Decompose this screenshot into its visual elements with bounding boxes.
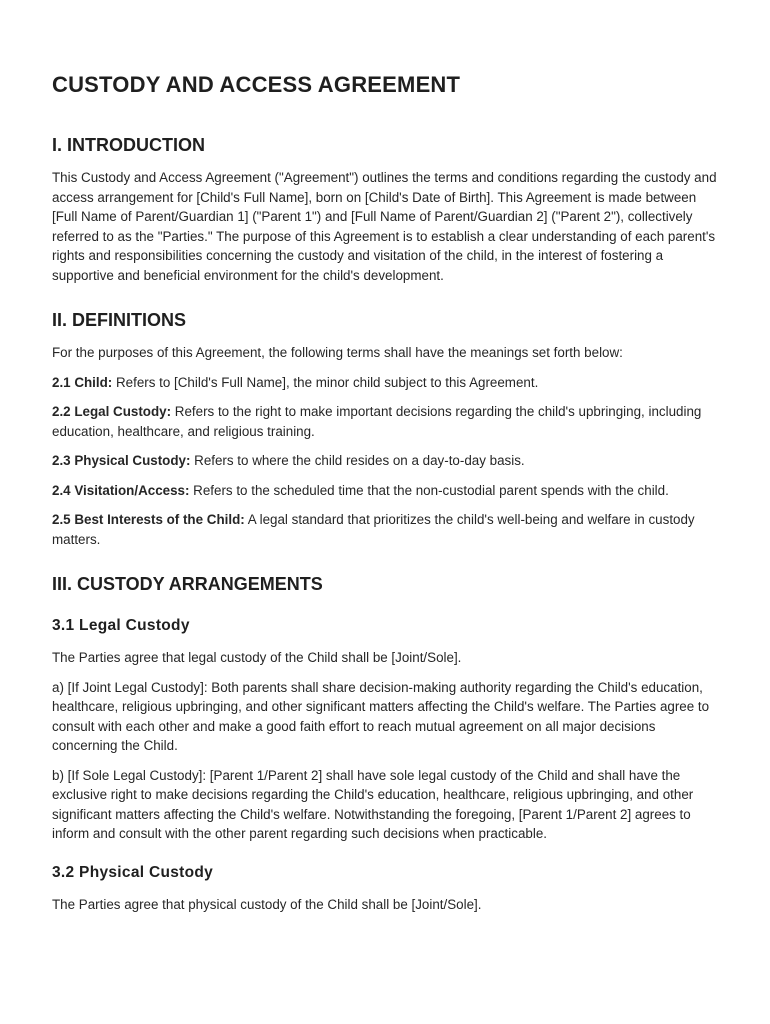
introduction-paragraph: This Custody and Access Agreement ("Agreement") outlines the terms and conditions regarding the custody and access arrangement for [Child's Full Name], born on [Child's Date of Birth]. This Agreement is made between [Full Name of Parent/Guardian 1] ("Parent 1") and [Full Name of Parent/Guardian 2] ("Parent 2"), collectively referred to as the "Parties." The purpose of this Agreement is to establish a clear understanding of each parent's rights and responsibilities concerning the custody and visitation of the child, in the interest of fostering a supportive and beneficial environment for the child's development. bbox=[52, 170, 717, 283]
definition-item bbox=[52, 451, 724, 471]
document-body bbox=[52, 68, 724, 924]
definitions-lead: For the purposes of this Agreement, the following terms shall have the meanings set forth below: bbox=[52, 345, 623, 360]
definition-term: 2.4 Visitation/Access: bbox=[52, 482, 190, 498]
definition-text: A legal standard that prioritizes the child's well-being and welfare in custody matters. bbox=[52, 512, 695, 547]
definition-term: 2.3 Physical Custody: bbox=[52, 453, 191, 468]
physical-custody-lead: The Parties agree that physical custody of the Child shall be [Joint/Sole]. bbox=[52, 896, 482, 912]
definition-text: Refers to the right to make important decisions regarding the child's upbringing, including education, healthcare, and religious training. bbox=[52, 404, 702, 439]
definition-term: 2.1 Child: bbox=[52, 374, 113, 390]
definition-item bbox=[52, 510, 724, 549]
legal-custody-option-a: a) [If Joint Legal Custody]: Both parents shall share decision-making authority regarding the Child's education, healthcare, religious upbringing, and other significant matters affecting the Child's welfare. The Parties agree to consult with each other and make a good faith effort to reach mutual agreement on all major decisions concerning the Child. bbox=[52, 679, 710, 753]
definition-term: 2.5 Best Interests of the Child: bbox=[52, 512, 245, 527]
definition-text: Refers to [Child's Full Name], the minor child subject to this Agreement. bbox=[112, 374, 539, 390]
legal-custody-option-b: b) [If Sole Legal Custody]: [Parent 1/Parent 2] shall have sole legal custody of the Child and shall have the exclusive right to make decisions regarding the Child's education, healthcare, religious upbringing, and other significant matters affecting the Child's welfare. Notwithstanding the foregoing, [Parent 1/Parent 2] agrees to inform and consult with the other parent regarding such decisions when practicable. bbox=[52, 767, 694, 841]
definition-item bbox=[52, 481, 724, 501]
legal-custody-lead: The Parties agree that legal custody of the Child shall be [Joint/Sole]. bbox=[52, 650, 462, 665]
subsection-heading-legal-custody: 3.1 Legal Custody bbox=[52, 617, 190, 634]
definition-text: Refers to the scheduled time that the non-custodial parent spends with the child. bbox=[189, 482, 669, 498]
section-heading-definitions: II. DEFINITIONS bbox=[52, 310, 187, 330]
definition-item bbox=[52, 402, 724, 441]
document-title: CUSTODY AND ACCESS AGREEMENT bbox=[52, 72, 461, 97]
section-heading-custody-arrangements: III. CUSTODY ARRANGEMENTS bbox=[52, 574, 323, 594]
section-heading-introduction: I. INTRODUCTION bbox=[52, 135, 205, 155]
definition-term: 2.2 Legal Custody: bbox=[52, 404, 172, 419]
definition-item bbox=[52, 373, 724, 393]
definition-text: Refers to where the child resides on a day-to-day basis. bbox=[190, 453, 525, 468]
subsection-heading-physical-custody: 3.2 Physical Custody bbox=[52, 863, 214, 881]
